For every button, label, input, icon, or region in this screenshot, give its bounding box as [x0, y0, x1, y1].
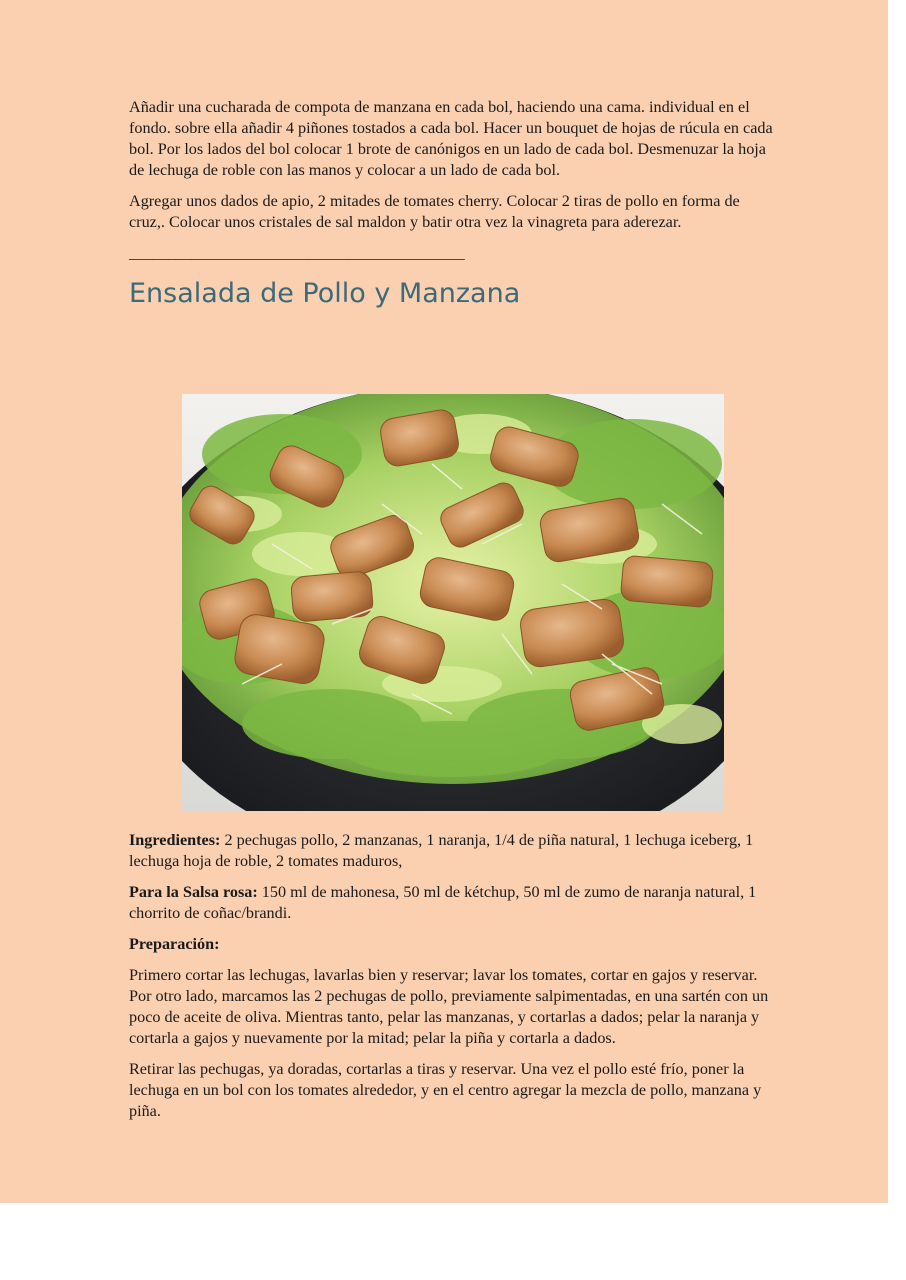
ingredients-paragraph: [129, 830, 779, 872]
preparation-step-1: Primero cortar las lechugas, lavarlas bien y reservar; lavar los tomates, cortar en gajos y reservar. Por otro lado, marcamos las 2 pechugas de pollo, previamente salpimentadas, en una sartén con un poco de aceite de oliva. Mientras tanto, pelar las manzanas, y cortarlas a dados; pelar la naranja y cortarla a gajos y nuevamente por la mitad; pelar la piña y cortarla a dados.: [129, 966, 769, 1047]
salsa-text: 150 ml de mahonesa, 50 ml de kétchup, 50 ml de zumo de naranja natural, 1 chorrito de coñac/brandi.: [129, 883, 757, 922]
paragraph-apio: Agregar unos dados de apio, 2 mitades de tomates cherry. Colocar 2 tiras de pollo en forma de cruz,. Colocar unos cristales de sal maldon y batir otra vez la vinagreta para aderezar.: [129, 192, 740, 231]
salsa-paragraph: [129, 882, 779, 924]
separator-line: ___________________________________________: [129, 245, 465, 262]
preparation-heading: Preparación:: [129, 935, 220, 953]
recipe-title: Ensalada de Pollo y Manzana: [129, 278, 521, 309]
salsa-label: Para la Salsa rosa:: [129, 883, 258, 901]
preparation-step-2: Retirar las pechugas, ya doradas, cortarlas a tiras y reservar. Una vez el pollo esté frío, poner la lechuga en un bol con los tomates alrededor, y en el centro agregar la mezcla de pollo, manzana y piña.: [129, 1060, 762, 1120]
ingredients-text: 2 pechugas pollo, 2 manzanas, 1 naranja, 1/4 de piña natural, 1 lechuga iceberg, 1 lechuga hoja de roble, 2 tomates maduros,: [129, 831, 754, 870]
ingredients-label: Ingredientes:: [129, 831, 221, 849]
paragraph-compota: Añadir una cucharada de compota de manzana en cada bol, haciendo una cama. individual en el fondo. sobre ella añadir 4 piñones tostados a cada bol. Hacer un bouquet de hojas de rúcula en cada bol. Por los lados del bol colocar 1 brote de canónigos en un lado de cada bol. Desmenuzar la hoja de lechuga de roble con las manos y colocar a un lado de cada bol.: [129, 98, 773, 179]
recipe-body: [129, 830, 779, 1132]
top-content: [129, 97, 779, 311]
salad-photo: [182, 394, 724, 811]
